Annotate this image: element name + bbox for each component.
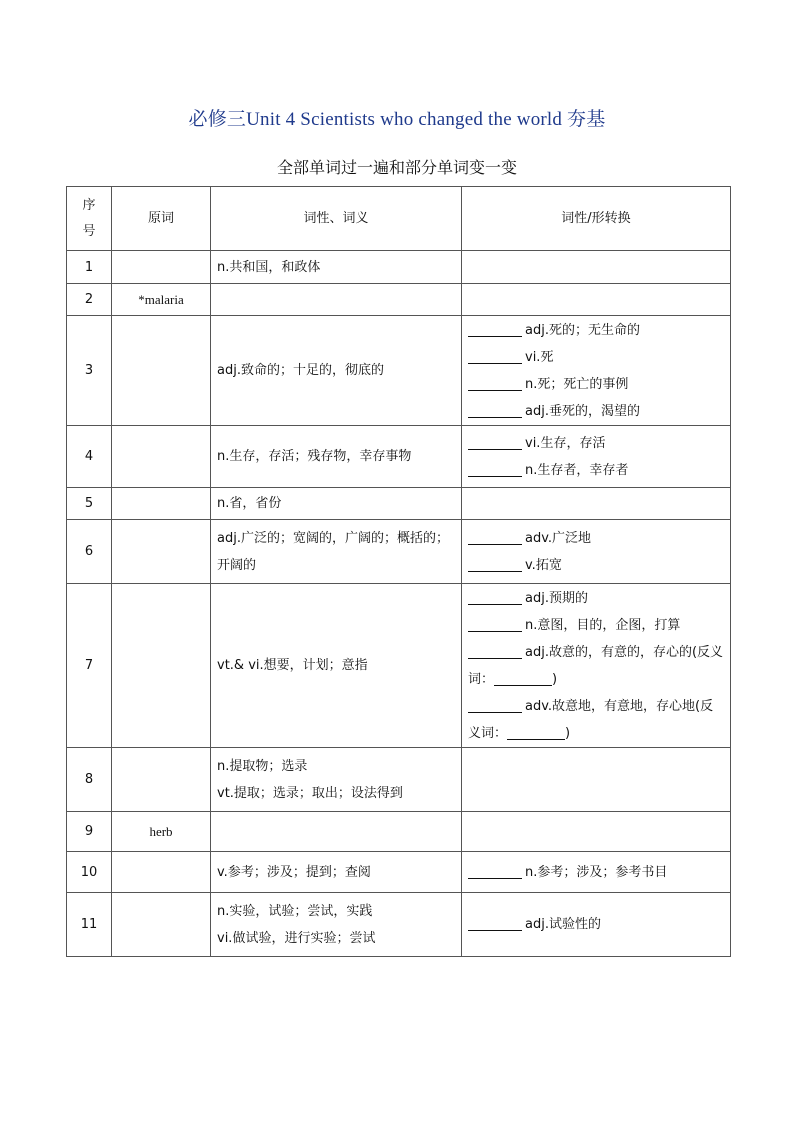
form-text: adj.垂死的，渴望的	[525, 403, 640, 419]
form-text: n.生存者，幸存者	[525, 462, 629, 478]
row-forms	[462, 284, 731, 316]
row-word	[112, 488, 211, 520]
row-meaning	[211, 852, 462, 893]
row-word	[112, 893, 211, 957]
row-word	[112, 426, 211, 488]
row-meaning	[211, 316, 462, 426]
row-forms	[462, 584, 731, 748]
row-word	[112, 520, 211, 584]
form-line	[468, 552, 724, 579]
row-meaning	[211, 520, 462, 584]
row-meaning	[211, 584, 462, 748]
row-number: 2	[67, 284, 112, 316]
row-meaning	[211, 284, 462, 316]
form-line	[468, 639, 724, 693]
answer-blank[interactable]	[468, 530, 522, 545]
form-text: adj.预期的	[525, 590, 588, 606]
answer-blank[interactable]	[468, 617, 522, 632]
meaning-line: n.实验，试验；尝试，实践	[217, 903, 373, 919]
header-forms: 词性/形转换	[462, 187, 731, 251]
row-word	[112, 251, 211, 284]
form-text: adv.广泛地	[525, 530, 592, 546]
meaning-line: n.生存，存活；残存物，幸存事物	[217, 449, 412, 464]
header-word: 原词	[112, 187, 211, 251]
meaning-line: vi.做试验，进行实验；尝试	[217, 930, 376, 946]
form-text: n.死；死亡的事例	[525, 376, 629, 392]
row-number: 11	[67, 893, 112, 957]
row-meaning	[211, 812, 462, 852]
table-row	[67, 893, 731, 957]
row-number: 3	[67, 316, 112, 426]
table-row	[67, 316, 731, 426]
form-line	[468, 859, 724, 886]
answer-blank[interactable]	[468, 376, 522, 391]
answer-blank[interactable]	[468, 349, 522, 364]
row-number: 5	[67, 488, 112, 520]
row-number: 6	[67, 520, 112, 584]
row-word	[112, 316, 211, 426]
form-line	[468, 430, 724, 457]
row-number: 9	[67, 812, 112, 852]
answer-blank[interactable]	[468, 435, 522, 450]
antonym-blank[interactable]	[507, 725, 565, 740]
header-meaning: 词性、词义	[211, 187, 462, 251]
table-row	[67, 488, 731, 520]
row-forms	[462, 893, 731, 957]
header-number	[67, 187, 112, 251]
row-number: 10	[67, 852, 112, 893]
row-forms	[462, 748, 731, 812]
table-row	[67, 284, 731, 316]
row-number: 4	[67, 426, 112, 488]
form-line	[468, 911, 724, 938]
form-text: vi.死	[525, 349, 554, 365]
form-line	[468, 344, 724, 371]
form-text-end: )	[552, 671, 558, 687]
form-line	[468, 693, 724, 747]
row-word: *malaria	[112, 284, 211, 316]
form-line	[468, 398, 724, 425]
form-text: adj.试验性的	[525, 917, 601, 932]
form-line	[468, 457, 724, 484]
form-text: n.参考；涉及；参考书目	[525, 864, 668, 880]
table-row	[67, 748, 731, 812]
row-forms	[462, 852, 731, 893]
answer-blank[interactable]	[468, 590, 522, 605]
table-row	[67, 852, 731, 893]
form-line	[468, 585, 724, 612]
table-row	[67, 251, 731, 284]
vocabulary-table	[66, 186, 731, 957]
form-text: v.拓宽	[525, 557, 562, 573]
table-header-row	[67, 187, 731, 251]
table-row	[67, 584, 731, 748]
row-meaning	[211, 488, 462, 520]
meaning-line: vt.& vi.想要，计划；意指	[217, 658, 368, 673]
table-row	[67, 812, 731, 852]
row-number: 8	[67, 748, 112, 812]
row-number: 7	[67, 584, 112, 748]
meaning-line: n.省，省份	[217, 496, 282, 511]
row-forms	[462, 316, 731, 426]
row-forms	[462, 520, 731, 584]
form-line	[468, 371, 724, 398]
meaning-line: adj.广泛的；宽阔的，广阔的；概括的；开阔的	[217, 530, 449, 573]
row-word	[112, 852, 211, 893]
table-row	[67, 520, 731, 584]
answer-blank[interactable]	[468, 644, 522, 659]
form-line	[468, 525, 724, 552]
meaning-line: adj.致命的；十足的，彻底的	[217, 363, 384, 378]
row-forms	[462, 488, 731, 520]
header-number-top: 序	[82, 197, 96, 213]
meaning-line: vt.提取；选录；取出；设法得到	[217, 785, 403, 801]
table-row	[67, 426, 731, 488]
row-word	[112, 584, 211, 748]
row-meaning	[211, 748, 462, 812]
antonym-blank[interactable]	[494, 671, 552, 686]
row-forms	[462, 426, 731, 488]
answer-blank[interactable]	[468, 557, 522, 572]
row-forms	[462, 251, 731, 284]
answer-blank[interactable]	[468, 462, 522, 477]
form-line	[468, 612, 724, 639]
header-number-bottom: 号	[82, 223, 96, 239]
meaning-line: n.提取物；选录	[217, 758, 308, 774]
form-text: adj.故意的，有意的，存心的(反义词：	[468, 644, 724, 687]
row-word	[112, 748, 211, 812]
row-number: 1	[67, 251, 112, 284]
row-meaning	[211, 893, 462, 957]
meaning-line: v.参考；涉及；提到；查阅	[217, 864, 371, 880]
row-meaning	[211, 251, 462, 284]
answer-blank[interactable]	[468, 322, 522, 337]
row-forms	[462, 812, 731, 852]
meaning-line: n.共和国，和政体	[217, 259, 321, 275]
answer-blank[interactable]	[468, 916, 522, 931]
row-meaning	[211, 426, 462, 488]
answer-blank[interactable]	[468, 698, 522, 713]
answer-blank[interactable]	[468, 864, 522, 879]
document-title: 必修三Unit 4 Scientists who changed the world 夯基	[188, 109, 606, 130]
form-text: adv.故意地，有意地，存心地(反义词：	[468, 698, 714, 741]
form-text: vi.生存，存活	[525, 435, 606, 451]
form-text: n.意图，目的，企图，打算	[525, 617, 681, 633]
form-text-end: )	[565, 725, 571, 741]
row-word: herb	[112, 812, 211, 852]
answer-blank[interactable]	[468, 403, 522, 418]
form-text: adj.死的；无生命的	[525, 322, 640, 338]
form-line	[468, 317, 724, 344]
document-subtitle: 全部单词过一遍和部分单词变一变	[276, 158, 517, 177]
